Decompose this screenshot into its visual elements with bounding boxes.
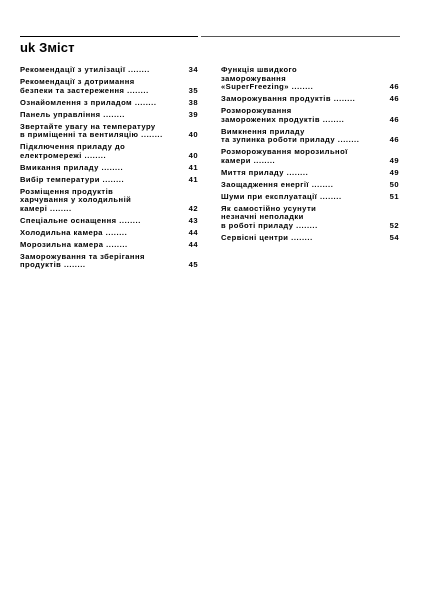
toc-entry[interactable]	[20, 188, 198, 214]
toc-entry[interactable]	[20, 78, 198, 95]
toc-entry-title: Заморожування та зберігання продуктів	[20, 251, 145, 270]
toc-leader-dots: ........	[132, 97, 157, 107]
toc-leader-dots: ........	[283, 167, 309, 177]
toc-entry-page: 50	[389, 179, 399, 189]
toc-leader-dots: ........	[47, 203, 72, 213]
toc-leader-dots: ........	[125, 65, 150, 74]
toc-entry-page: 39	[188, 109, 198, 119]
toc-entry[interactable]	[20, 253, 198, 270]
toc-entry-page: 49	[389, 167, 399, 177]
toc-leader-dots: ........	[81, 150, 107, 160]
toc-entry-page: 46	[389, 135, 399, 145]
toc-entry-page: 46	[389, 94, 399, 104]
toc-leader-dots: ........	[103, 239, 128, 249]
toc-entry-title: Ознайомлення з приладом	[20, 97, 133, 107]
toc-entry-title: Заощадження енергії	[221, 179, 310, 189]
toc-entry-page: 49	[389, 155, 399, 165]
toc-entry-title: Рекомендації з дотримання безпеки та застереження	[20, 76, 135, 95]
toc-entry[interactable]	[221, 193, 399, 202]
toc-entry[interactable]	[20, 99, 198, 108]
toc-entry-title: Шуми при експлуатації	[221, 191, 318, 201]
toc-leader-dots: ........	[250, 155, 276, 165]
toc-entry[interactable]	[221, 234, 399, 243]
toc-entry-title: Заморожування продуктів	[221, 94, 331, 104]
toc-entry-title: Вимкнення приладу та зупинка роботи приладу	[221, 126, 336, 145]
toc-entry-page: 40	[188, 150, 198, 160]
toc-leader-dots: ........	[138, 130, 163, 140]
toc-leader-dots: ........	[102, 227, 128, 237]
toc-leader-dots: ........	[293, 221, 318, 231]
toc-entry-page: 44	[188, 227, 198, 237]
toc-entry[interactable]	[221, 95, 399, 104]
toc-entry-title: Як самостійно усунути незначні неполадки в роботі приладу	[221, 203, 317, 231]
toc-entry-page: 34	[188, 65, 198, 74]
toc-entry-page: 51	[389, 191, 399, 201]
toc-leader-dots: ........	[335, 135, 360, 145]
toc-entry-title: Спеціальне оснащення	[20, 215, 117, 225]
toc-entry[interactable]	[20, 217, 198, 226]
toc-entry-page: 38	[188, 97, 198, 107]
toc-entry[interactable]	[221, 107, 399, 124]
toc-entry[interactable]	[20, 241, 198, 250]
toc-entry-page: 35	[188, 85, 198, 95]
toc-entry-title: Вмикання приладу	[20, 162, 99, 172]
toc-entry-page: 41	[188, 162, 198, 172]
toc-entry-page: 45	[188, 260, 198, 270]
toc-entry-page: 52	[389, 221, 399, 231]
toc-leader-dots: ........	[317, 191, 342, 201]
toc-leader-dots: ........	[99, 174, 125, 184]
toc-leader-dots: ........	[309, 179, 334, 189]
toc-entry[interactable]	[221, 181, 399, 190]
toc-entry-title: Вибір температури	[20, 174, 100, 184]
header-rule-left	[20, 36, 198, 37]
toc-entry-page: 46	[389, 114, 399, 124]
toc-leader-dots: ........	[116, 215, 141, 225]
toc-entry-title: Миття приладу	[221, 167, 284, 177]
toc-entry-page: 44	[188, 239, 198, 249]
toc-entry-page: 41	[188, 174, 198, 184]
toc-entry-title: Рекомендації з утилізації	[20, 65, 126, 74]
toc-entry[interactable]	[20, 164, 198, 173]
toc-entry-page: 54	[389, 233, 399, 243]
toc-entry[interactable]	[221, 169, 399, 178]
toc-entry[interactable]	[221, 128, 399, 145]
toc-left-column	[20, 66, 198, 273]
toc-entry[interactable]	[20, 111, 198, 120]
toc-leader-dots: ........	[124, 85, 149, 95]
toc-leader-dots: ........	[288, 233, 313, 243]
toc-entry[interactable]	[221, 148, 399, 165]
toc-entry-title: Холодильна камера	[20, 227, 103, 237]
toc-entry[interactable]	[221, 66, 399, 92]
toc-entry[interactable]	[20, 176, 198, 185]
toc-entry-page: 42	[188, 203, 198, 213]
toc-entry-page: 43	[188, 215, 198, 225]
toc-leader-dots: ........	[319, 114, 345, 124]
toc-entry-title: Функція швидкого заморожування «SuperFreezing»	[221, 65, 298, 92]
toc-entry[interactable]	[20, 229, 198, 238]
toc-leader-dots: ........	[288, 82, 314, 92]
toc-entry-title: Розморожування морозильної камери	[221, 147, 348, 165]
toc-entry-title: Підключення приладу до електромережі	[20, 142, 126, 160]
toc-leader-dots: ........	[100, 109, 125, 119]
toc-entry-page: 46	[389, 82, 399, 92]
toc-entry[interactable]	[20, 66, 198, 75]
toc-entry[interactable]	[221, 205, 399, 231]
toc-entry[interactable]	[20, 123, 198, 140]
toc-entry-title: Розморожування заморожених продуктів	[221, 106, 320, 124]
toc-entry-title: Морозильна камера	[20, 239, 104, 249]
toc-leader-dots: ........	[98, 162, 124, 172]
page-title: uk Зміст	[20, 40, 75, 55]
toc-entry[interactable]	[20, 143, 198, 160]
toc-entry-title: Звертайте увагу на температуру в приміщенні та вентиляцію	[20, 121, 156, 140]
toc-leader-dots: ........	[61, 260, 86, 270]
toc-entry-title: Панель управління	[20, 109, 101, 119]
toc-entry-title: Розміщення продуктів харчування у холодильній камері	[20, 186, 132, 213]
toc-leader-dots: ........	[330, 94, 356, 104]
toc-entry-title: Сервісні центри	[221, 233, 289, 243]
toc-entry-page: 40	[188, 130, 198, 140]
header-rule-right	[201, 36, 400, 37]
toc-right-column	[221, 66, 399, 246]
